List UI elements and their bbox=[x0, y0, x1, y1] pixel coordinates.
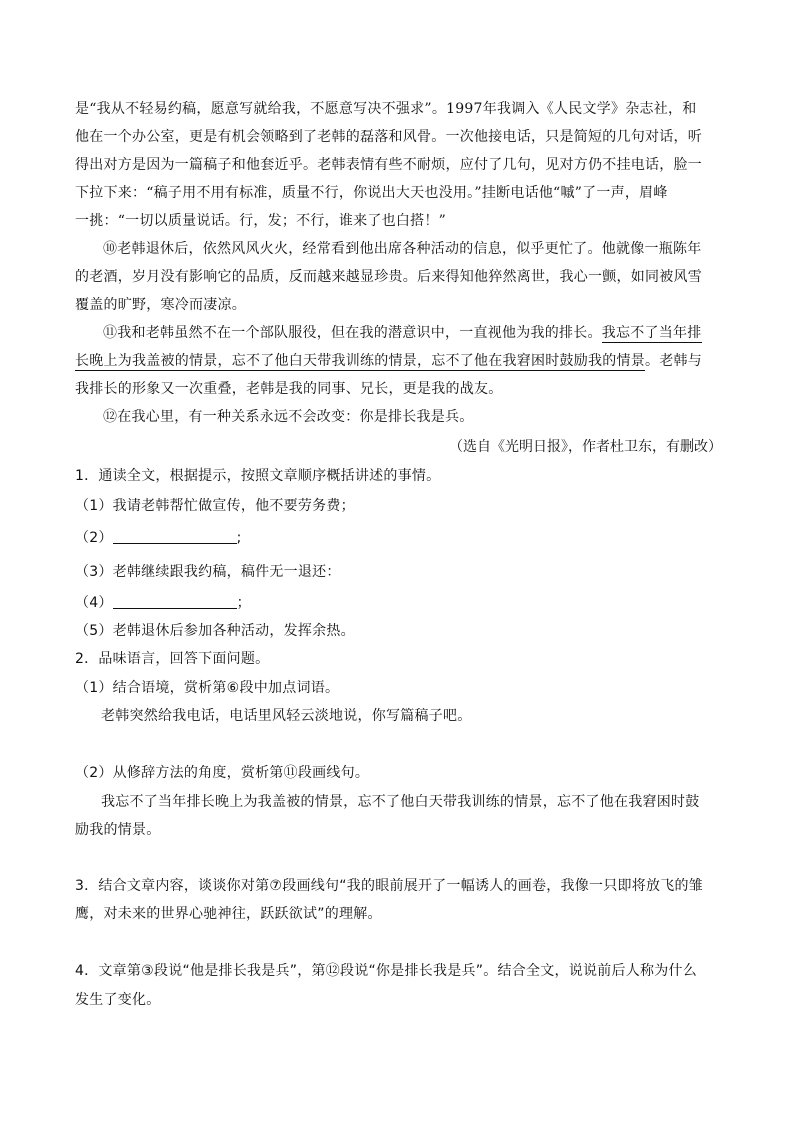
item-punct: ； bbox=[236, 595, 251, 611]
paragraph-11-text: ⑪我和老韩虽然不在一个部队服役，但在我的潜意识中，一直视他为我的排长。 bbox=[103, 325, 602, 341]
paragraph-11-line bbox=[75, 350, 702, 370]
question-2-title: 2．品味语言，回答下面问题。 bbox=[75, 651, 270, 667]
question-1-item bbox=[75, 592, 251, 612]
question-3-line: 3．结合文章内容，谈谈你对第⑦段画线句“我的眼前展开了一幅诱人的画卷，我像一只即将放飞的雏 bbox=[75, 878, 703, 894]
paragraph-10-line: 的老酒，岁月没有影响它的品质，反而越来越显珍贵。后来得知他猝然离世，我心一颤，如同被风雪 bbox=[75, 269, 702, 285]
question-1-title: 1．通读全文，根据提示，按照文章顺序概括讲述的事情。 bbox=[75, 468, 441, 484]
passage-line: 是“我从不轻易约稿，愿意写就给我，不愿意写决不强求”。1997年我调入《人民文学》杂志社，和 bbox=[75, 101, 697, 117]
answer-blank[interactable] bbox=[113, 594, 237, 609]
question-4-line: 发生了变化。 bbox=[75, 992, 161, 1008]
question-1-item bbox=[75, 527, 242, 547]
source-citation: （选自《光明日报》，作者杜卫东，有删改） bbox=[449, 439, 722, 455]
passage-line: 他在一个办公室，更是有机会领略到了老韩的磊落和风骨。一次他接电话，只是简短的几句对话，听 bbox=[75, 129, 702, 145]
quoted-sentence: 老韩突然给我电话，电话里风轻云淡地说，你写篇稿子吧。 bbox=[101, 708, 472, 724]
question-3-line: 鹰，对未来的世界心驰神往，跃跃欲试”的理解。 bbox=[75, 906, 382, 922]
paragraph-10-line: 覆盖的旷野，寒冷而凄凉。 bbox=[75, 297, 246, 313]
question-1-item: （1）我请老韩帮忙做宣传，他不要劳务费； bbox=[75, 498, 355, 514]
quoted-sentence: 励我的情景。 bbox=[75, 822, 161, 838]
passage-line: 得出对方是因为一篇稿子和他套近乎。老韩表情有些不耐烦，应付了几句，见对方仍不挂电话，脸一 bbox=[75, 157, 702, 173]
paragraph-12-line: ⑫在我心里，有一种关系永远不会改变：你是排长我是兵。 bbox=[103, 409, 474, 425]
quoted-sentence: 我忘不了当年排长晚上为我盖被的情景，忘不了他白天带我训练的情景，忘不了他在我窘困时鼓 bbox=[101, 794, 700, 810]
paragraph-11-line bbox=[103, 322, 702, 342]
paragraph-10-line: ⑩老韩退休后，依然风风火火，经常看到他出席各种活动的信息，似乎更忙了。他就像一瓶陈年 bbox=[103, 241, 702, 257]
item-punct: ; bbox=[236, 530, 242, 546]
passage-line: 一挑：“一切以质量说话。行，发；不行，谁来了也白搭！” bbox=[75, 213, 447, 229]
question-1-item: （3）老韩继续跟我约稿，稿件无一退还： bbox=[75, 564, 341, 580]
item-number: （2） bbox=[75, 530, 113, 546]
question-2-item: （2）从修辞方法的角度，赏析第⑪段画线句。 bbox=[75, 765, 370, 781]
question-1-item: （5）老韩退休后参加各种活动，发挥余热。 bbox=[75, 623, 355, 639]
underlined-sentence: 我忘不了当年排 bbox=[601, 325, 702, 341]
paragraph-11-line: 我排长的形象又一次重叠，老韩是我的同事、兄长，更是我的战友。 bbox=[75, 381, 503, 397]
question-2-item: （1）结合语境，赏析第⑥段中加点词语。 bbox=[75, 680, 340, 696]
question-4-line: 4．文章第③段说“他是排长我是兵”，第⑫段说“你是排长我是兵”。结合全文，说说前后人称为什么 bbox=[75, 963, 697, 979]
item-number: （4） bbox=[75, 595, 113, 611]
paragraph-11-text: 。老韩与 bbox=[645, 353, 702, 369]
underlined-sentence: 长晚上为我盖被的情景，忘不了他白天带我训练的情景，忘不了他在我窘困时鼓励我的情景 bbox=[75, 353, 645, 369]
passage-line: 下拉下来：“稿子用不用有标准，质量不行，你说出大天也没用。”挂断电话他“嘁”了一声，眉峰 bbox=[75, 185, 668, 201]
answer-blank[interactable] bbox=[113, 529, 237, 544]
